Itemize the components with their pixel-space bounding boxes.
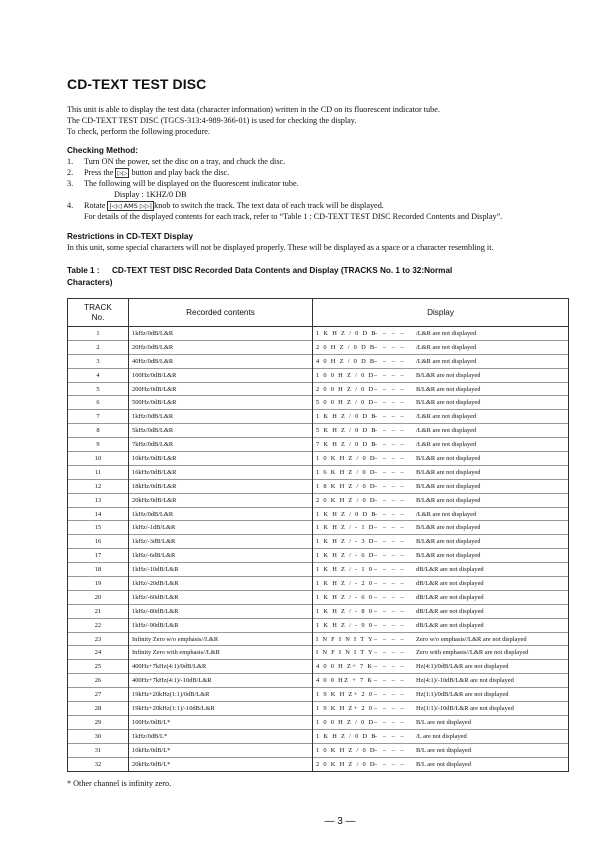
display-contents	[313, 618, 569, 632]
display-code: 5 K H Z / 0 D B	[316, 427, 377, 435]
recorded-contents: 1kHz/0dB/L&R	[129, 410, 313, 424]
recorded-contents: 1kHz/-20dB/L&R	[129, 577, 313, 591]
display-contents	[313, 743, 569, 757]
display-code: 2 0 H Z / 0 D B	[316, 343, 376, 351]
table-row	[68, 465, 569, 479]
track-number: 1	[68, 327, 129, 341]
table-row	[68, 410, 569, 424]
restrictions-heading: Restrictions in CD-TEXT Display	[67, 232, 194, 241]
display-dash: – – – –	[374, 468, 406, 476]
table-row	[68, 368, 569, 382]
display-contents	[313, 424, 569, 438]
track-number: 24	[68, 646, 129, 660]
track-number: 16	[68, 535, 129, 549]
display-dash: – – – –	[374, 329, 406, 337]
display-note: Hz(4:1)/-10dB/L&R are not displayed	[416, 677, 514, 685]
table-row	[68, 660, 569, 674]
intro-line: To check, perform the following procedure.	[67, 127, 210, 136]
recorded-contents: 1kHz/-1dB/L&R	[129, 521, 313, 535]
display-dash: – – – –	[374, 621, 406, 629]
display-note: /L&R are not displayed	[416, 441, 477, 449]
display-code: 4 0 0 HZ + 7 K	[316, 677, 374, 685]
display-code: 1 6 K H Z / 0 D	[316, 468, 376, 476]
display-dash: – – – –	[374, 691, 406, 699]
track-number: 14	[68, 507, 129, 521]
display-code: I N F I N I T Y	[316, 649, 374, 657]
recorded-contents: 1kHz/0dB/L&R	[129, 507, 313, 521]
track-number: 29	[68, 715, 129, 729]
table-row	[68, 493, 569, 507]
display-note: B/L&R are not displayed	[416, 454, 481, 462]
recorded-contents: 400Hz+7kHz(4:1)/-10dB/L&R	[129, 674, 313, 688]
step-1: 1. Turn ON the power, set the disc on a tray, and chuck the disc.	[67, 157, 286, 166]
display-contents	[313, 410, 569, 424]
display-code: 1 K H Z / 0 D B	[316, 732, 377, 740]
display-code: 1 K H Z / 0 D B	[316, 413, 377, 421]
display-note: Hz(4:1)/0dB/L&R are not displayed	[416, 663, 509, 671]
display-dash: – – – –	[374, 746, 406, 754]
display-code: 7 K H Z / 0 D B	[316, 441, 377, 449]
table-row	[68, 452, 569, 466]
track-number: 10	[68, 452, 129, 466]
display-note: /L&R are not displayed	[416, 343, 477, 351]
track-number: 20	[68, 590, 129, 604]
display-code: 1 0 0 H Z / 0 D	[316, 371, 375, 379]
recorded-contents: 1kHz/0dB/L*	[129, 729, 313, 743]
track-number: 6	[68, 396, 129, 410]
display-dash: – – – –	[374, 649, 406, 657]
display-code: 1 0 K H Z / 0 D	[316, 746, 376, 754]
recorded-contents: 7kHz/0dB/L&R	[129, 438, 313, 452]
step-3-display: Display : 1KHZ/0 DB	[114, 190, 187, 199]
display-code: 1 9 K H Z+ 2 0	[316, 704, 374, 712]
table-caption: Table 1 : CD-TEXT TEST DISC Recorded Data Contents and Display (TRACKS No. 1 to 32:Normal Characters)	[67, 266, 453, 287]
display-contents	[313, 438, 569, 452]
table-row	[68, 479, 569, 493]
table-row	[68, 743, 569, 757]
track-number: 26	[68, 674, 129, 688]
display-dash: – – – –	[374, 579, 406, 587]
display-dash: – – – –	[374, 343, 406, 351]
display-contents	[313, 604, 569, 618]
ams-knob-glyph: |◁◁ AMS ▷▷|	[109, 202, 153, 210]
recorded-contents: 19kHz+20kHz(1:1)/-10dB/L&R	[129, 702, 313, 716]
recorded-contents: 10kHz/0dB/L*	[129, 743, 313, 757]
recorded-contents: 18kHz/0dB/L&R	[129, 479, 313, 493]
recorded-data-table	[67, 298, 569, 772]
recorded-contents: Infinity Zero w/o emphasis//L&R	[129, 632, 313, 646]
display-dash: – – – –	[374, 677, 406, 685]
display-note: /L&R are not displayed	[416, 329, 477, 337]
display-code: 1 K H Z / - 6 0	[316, 593, 374, 601]
display-contents	[313, 590, 569, 604]
display-code: 2 0 K H Z / 0 D	[316, 496, 376, 504]
display-note: B/L&R are not displayed	[416, 482, 481, 490]
page-title: CD-TEXT TEST DISC	[67, 76, 207, 92]
display-code: 1 K H Z / 0 D B	[316, 510, 377, 518]
display-dash: – – – –	[374, 593, 406, 601]
recorded-contents: 16kHz/0dB/L&R	[129, 465, 313, 479]
display-code: 1 K H Z / - 8 0	[316, 607, 374, 615]
track-number: 5	[68, 382, 129, 396]
track-number: 18	[68, 563, 129, 577]
display-note: B/L&R are not displayed	[416, 468, 481, 476]
track-number: 15	[68, 521, 129, 535]
track-number: 32	[68, 757, 129, 771]
display-contents	[313, 452, 569, 466]
display-code: 1 K H Z / - 1 0	[316, 566, 374, 574]
display-contents	[313, 327, 569, 341]
recorded-contents: 20kHz/0dB/L&R	[129, 493, 313, 507]
display-code: 4 0 0 H Z+ 7 K	[316, 663, 374, 671]
footnote: * Other channel is infinity zero.	[67, 779, 172, 788]
track-number: 3	[68, 354, 129, 368]
track-number: 4	[68, 368, 129, 382]
display-code: 1 K H Z / 0 D B	[316, 329, 377, 337]
display-code: 5 0 0 H Z / 0 D	[316, 399, 375, 407]
table-row	[68, 535, 569, 549]
display-code: I N F I N I T Y	[316, 635, 374, 643]
recorded-contents: 1kHz/-3dB/L&R	[129, 535, 313, 549]
table-row	[68, 604, 569, 618]
display-dash: – – – –	[374, 482, 406, 490]
display-dash: – – – –	[374, 427, 406, 435]
display-note: B/L are not displayed	[416, 760, 471, 768]
table-row	[68, 521, 569, 535]
display-note: B/L&R are not displayed	[416, 385, 481, 393]
display-code: 1 0 K H Z / 0 D	[316, 454, 376, 462]
display-contents	[313, 465, 569, 479]
display-note: dB/L&R are not displayed	[416, 579, 484, 587]
display-contents	[313, 729, 569, 743]
display-contents	[313, 757, 569, 771]
display-contents	[313, 479, 569, 493]
table-row	[68, 674, 569, 688]
track-number: 25	[68, 660, 129, 674]
display-dash: – – – –	[374, 566, 406, 574]
display-code: 4 0 H Z / 0 D B	[316, 357, 376, 365]
display-contents	[313, 382, 569, 396]
display-note: B/L are not displayed	[416, 746, 471, 754]
display-contents	[313, 521, 569, 535]
recorded-contents: Infinity Zero with emphasis//L&R	[129, 646, 313, 660]
display-note: Zero with emphasis//L&R are not displayed	[416, 649, 529, 657]
track-number: 11	[68, 465, 129, 479]
table-row	[68, 396, 569, 410]
display-note: B/L&R are not displayed	[416, 399, 481, 407]
display-dash: – – – –	[374, 552, 406, 560]
step-2: 2. Press the ▷▷ button and play back the disc.	[67, 168, 230, 177]
recorded-contents: 20kHz/0dB/L*	[129, 757, 313, 771]
display-dash: – – – –	[374, 718, 406, 726]
display-note: /L are not displayed	[416, 732, 467, 740]
display-code: 1 K H Z / - 3 D	[316, 538, 375, 546]
display-note: B/L&R are not displayed	[416, 552, 481, 560]
display-dash: – – – –	[374, 496, 406, 504]
display-contents	[313, 535, 569, 549]
track-number: 28	[68, 702, 129, 716]
display-dash: – – – –	[374, 538, 406, 546]
display-note: B/L&R are not displayed	[416, 524, 481, 532]
display-dash: – – – –	[374, 760, 406, 768]
track-number: 9	[68, 438, 129, 452]
display-contents	[313, 688, 569, 702]
table-row	[68, 563, 569, 577]
recorded-contents: 5kHz/0dB/L&R	[129, 424, 313, 438]
display-note: /L&R are not displayed	[416, 427, 477, 435]
display-note: B/L&R are not displayed	[416, 538, 481, 546]
play-button-glyph: ▷▷	[117, 169, 128, 177]
display-note: dB/L&R are not displayed	[416, 593, 484, 601]
recorded-contents: 1kHz/-10dB/L&R	[129, 563, 313, 577]
display-contents	[313, 674, 569, 688]
table-row	[68, 438, 569, 452]
display-dash: – – – –	[374, 510, 406, 518]
display-code: 2 0 K H Z / 0 D	[316, 760, 376, 768]
display-note: dB/L&R are not displayed	[416, 566, 484, 574]
track-number: 21	[68, 604, 129, 618]
display-code: 1 K H Z / - 9 0	[316, 621, 374, 629]
recorded-contents: 19kHz+20kHz(1:1)/0dB/L&R	[129, 688, 313, 702]
display-dash: – – – –	[374, 704, 406, 712]
track-number: 31	[68, 743, 129, 757]
display-contents	[313, 702, 569, 716]
table-row	[68, 327, 569, 341]
display-note: /L&R are not displayed	[416, 510, 477, 518]
display-note: B/L&R are not displayed	[416, 371, 481, 379]
table-row	[68, 729, 569, 743]
display-contents	[313, 715, 569, 729]
track-number: 30	[68, 729, 129, 743]
recorded-contents: 10kHz/0dB/L&R	[129, 452, 313, 466]
track-number: 13	[68, 493, 129, 507]
table-row	[68, 618, 569, 632]
table-row	[68, 590, 569, 604]
table-row	[68, 757, 569, 771]
display-code: 1 9 K H Z+ 2 0	[316, 691, 374, 699]
display-contents	[313, 646, 569, 660]
track-number: 27	[68, 688, 129, 702]
display-contents	[313, 577, 569, 591]
display-note: B/L are not displayed	[416, 718, 471, 726]
recorded-contents: 100Hz/0dB/L&R	[129, 368, 313, 382]
intro-text	[67, 104, 567, 137]
display-dash: – – – –	[374, 635, 406, 643]
recorded-contents: 1kHz/0dB/L&R	[129, 327, 313, 341]
display-contents	[313, 368, 569, 382]
display-code: 1 K H Z / - 6 D	[316, 552, 375, 560]
display-contents	[313, 660, 569, 674]
step-4-detail: For details of the displayed contents for each track, refer to “Table 1 : CD-TEXT TEST DISC Recorded Contents and Display”.	[84, 212, 503, 221]
display-contents	[313, 396, 569, 410]
track-number: 23	[68, 632, 129, 646]
display-dash: – – – –	[374, 441, 406, 449]
recorded-contents: 1kHz/-60dB/L&R	[129, 590, 313, 604]
step-4: 4. Rotate |◁◁ AMS ▷▷| knob to switch the track. The text data of each track will be displayed.	[67, 201, 384, 210]
recorded-contents: 100Hz/0dB/L*	[129, 715, 313, 729]
display-code: 1 0 0 H Z / 0 D	[316, 718, 375, 726]
table-row	[68, 688, 569, 702]
display-note: Zero w/o emphasis//L&R are not displayed	[416, 635, 527, 643]
track-number: 22	[68, 618, 129, 632]
table-row	[68, 715, 569, 729]
display-note: Hz(1:1)/-10dB/L&R are not displayed	[416, 704, 514, 712]
col-header-recorded: Recorded contents	[129, 299, 313, 327]
recorded-contents: 400Hz+7kHz(4:1)/0dB/L&R	[129, 660, 313, 674]
recorded-contents: 1kHz/-90dB/L&R	[129, 618, 313, 632]
table-row	[68, 577, 569, 591]
checking-heading: Checking Method:	[67, 146, 138, 155]
display-dash: – – – –	[374, 371, 406, 379]
display-note: dB/L&R are not displayed	[416, 621, 484, 629]
table-row	[68, 424, 569, 438]
track-number: 8	[68, 424, 129, 438]
display-dash: – – – –	[374, 413, 406, 421]
display-contents	[313, 549, 569, 563]
track-number: 19	[68, 577, 129, 591]
track-number: 7	[68, 410, 129, 424]
recorded-contents: 40Hz/0dB/L&R	[129, 354, 313, 368]
table-row	[68, 382, 569, 396]
table-row	[68, 632, 569, 646]
table-row	[68, 354, 569, 368]
display-code: 1 8 K H Z / 0 D	[316, 482, 376, 490]
display-dash: – – – –	[374, 732, 406, 740]
table-row	[68, 507, 569, 521]
recorded-contents: 200Hz/0dB/L&R	[129, 382, 313, 396]
display-code: 1 K H Z / - 2 0	[316, 579, 374, 587]
table-row	[68, 340, 569, 354]
display-contents	[313, 493, 569, 507]
display-code: 1 K H Z / - 1 D	[316, 524, 375, 532]
display-note: B/L&R are not displayed	[416, 496, 481, 504]
display-note: /L&R are not displayed	[416, 413, 477, 421]
track-number: 12	[68, 479, 129, 493]
step-3: 3. The following will be displayed on the fluorescent indicator tube.	[67, 179, 299, 188]
display-dash: – – – –	[374, 524, 406, 532]
display-dash: – – – –	[374, 399, 406, 407]
display-dash: – – – –	[374, 663, 406, 671]
col-header-display: Display	[313, 299, 569, 327]
display-contents	[313, 563, 569, 577]
col-header-track: TRACK No.	[68, 299, 129, 327]
display-contents	[313, 340, 569, 354]
display-note: Hz(1:1)/0dB/L&R are not displayed	[416, 691, 509, 699]
restrictions-text: In this unit, some special characters will not be displayed properly. These will be displayed as a space or a character resembling it.	[67, 243, 494, 252]
intro-line: This unit is able to display the test data (character information) written in the CD on its fluorescent indicator tube.	[67, 105, 440, 114]
display-contents	[313, 507, 569, 521]
display-dash: – – – –	[374, 607, 406, 615]
recorded-contents: 20Hz/0dB/L&R	[129, 340, 313, 354]
display-code: 2 0 0 H Z / 0 D	[316, 385, 375, 393]
track-number: 17	[68, 549, 129, 563]
recorded-contents: 1kHz/-80dB/L&R	[129, 604, 313, 618]
display-contents	[313, 354, 569, 368]
display-dash: – – – –	[374, 454, 406, 462]
display-dash: – – – –	[374, 385, 406, 393]
table-row	[68, 702, 569, 716]
recorded-contents: 500Hz/0dB/L&R	[129, 396, 313, 410]
page-number: — 3 —	[324, 816, 356, 827]
table-row	[68, 646, 569, 660]
display-note: dB/L&R are not displayed	[416, 607, 484, 615]
display-contents	[313, 632, 569, 646]
recorded-contents: 1kHz/-6dB/L&R	[129, 549, 313, 563]
table-row	[68, 549, 569, 563]
track-number: 2	[68, 340, 129, 354]
intro-line: The CD-TEXT TEST DISC (TGCS-313:4-989-366-01) is used for checking the display.	[67, 116, 357, 125]
display-note: /L&R are not displayed	[416, 357, 477, 365]
display-dash: – – – –	[374, 357, 406, 365]
